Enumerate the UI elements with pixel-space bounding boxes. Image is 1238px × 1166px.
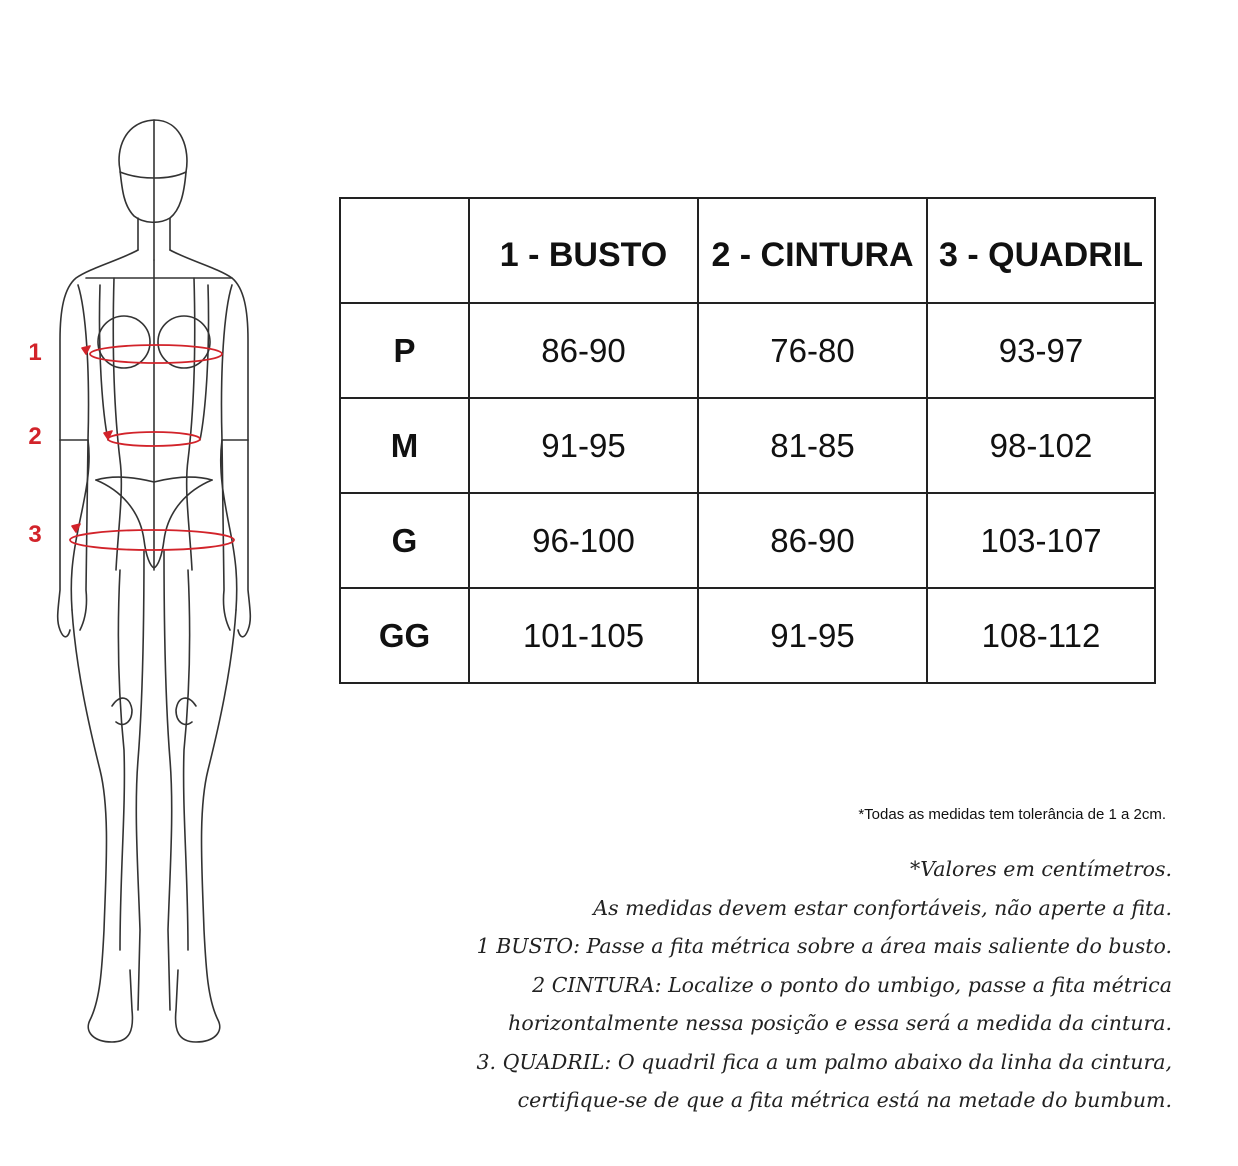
busto-value: 96-100 — [469, 493, 698, 588]
cintura-value: 76-80 — [698, 303, 927, 398]
cintura-value: 86-90 — [698, 493, 927, 588]
quadril-value: 98-102 — [927, 398, 1155, 493]
table-row — [340, 493, 1155, 588]
busto-value: 101-105 — [469, 588, 698, 683]
header-corner-cell — [340, 198, 469, 303]
note-line: horizontalmente nessa posição e essa será a medida da cintura. — [508, 1011, 1172, 1035]
size-label: G — [340, 493, 469, 588]
waist-marker-number: 2 — [28, 423, 42, 450]
note-line: 2 CINTURA: Localize o ponto do umbigo, passe a fita métrica — [532, 972, 1172, 997]
busto-value: 91-95 — [469, 398, 698, 493]
quadril-value: 108-112 — [927, 588, 1155, 683]
bust-marker-number: 1 — [28, 339, 42, 366]
mannequin-body-icon — [20, 110, 280, 1070]
note-line: 3. QUADRIL: O quadril fica a um palmo abaixo da linha da cintura, — [476, 1049, 1172, 1074]
hip-tape — [70, 530, 234, 550]
table-row — [340, 588, 1155, 683]
quadril-value: 93-97 — [927, 303, 1155, 398]
quadril-value: 103-107 — [927, 493, 1155, 588]
tolerance-note: *Todas as medidas tem tolerância de 1 a 2cm. — [858, 806, 1166, 823]
table-header-row — [340, 198, 1155, 303]
header-cintura: 2 - CINTURA — [698, 198, 927, 303]
note-line: As medidas devem estar confortáveis, não aperte a fita. — [593, 895, 1172, 920]
mannequin-figure — [20, 110, 280, 1070]
header-busto: 1 - BUSTO — [469, 198, 698, 303]
bust-tape — [90, 345, 222, 363]
header-quadril: 3 - QUADRIL — [927, 198, 1155, 303]
note-line: 1 BUSTO: Passe a fita métrica sobre a área mais saliente do busto. — [476, 934, 1172, 958]
busto-value: 86-90 — [469, 303, 698, 398]
measurement-instructions — [400, 850, 1172, 1120]
table-row — [340, 398, 1155, 493]
size-label: P — [340, 303, 469, 398]
size-label: M — [340, 398, 469, 493]
cintura-value: 91-95 — [698, 588, 927, 683]
hip-marker-number: 3 — [28, 521, 42, 548]
size-label: GG — [340, 588, 469, 683]
cintura-value: 81-85 — [698, 398, 927, 493]
size-table — [339, 197, 1156, 684]
note-line: *Valores em centímetros. — [910, 857, 1172, 881]
table-row — [340, 303, 1155, 398]
note-line: certifique-se de que a fita métrica está na metade do bumbum. — [517, 1088, 1172, 1112]
